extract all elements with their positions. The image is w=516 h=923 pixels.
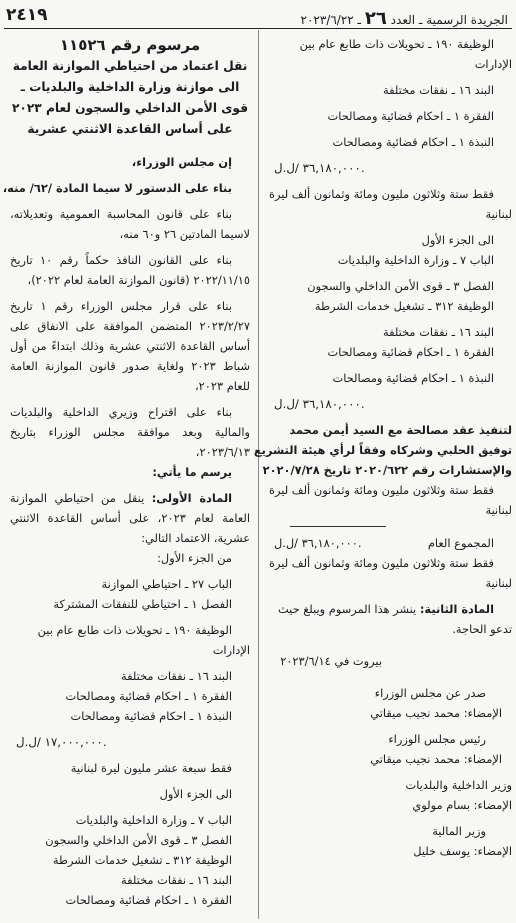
signature: الإمضاء: يوسف خليل xyxy=(413,844,512,858)
left-column xyxy=(2,34,250,910)
article-two xyxy=(268,599,512,619)
grand-total-amount: ٣٦,١٨٠,٠٠٠ /ل.ل. xyxy=(274,536,362,550)
amount-in-words: لبنانية xyxy=(485,576,512,590)
gazette-header xyxy=(4,2,512,29)
signatory-title: وزير الداخلية والبلديات xyxy=(405,778,512,792)
signatory-title: وزير المالية xyxy=(432,824,486,838)
purpose-line: لتنفيذ عقد مصالحة مع السيد أيمن محمد xyxy=(289,423,512,437)
decree-heading: الى موازنة وزارة الداخلية والبلديات ـ xyxy=(20,80,240,94)
grand-total-label: المجموع العام xyxy=(427,536,494,550)
decree-heading: نقل اعتماد من احتياطي الموازنة العامة xyxy=(12,59,248,73)
budget-line: الوظيفة ١٩٠ ـ تحويلات ذات طابع عام بين xyxy=(299,37,494,51)
budget-line: البند ١٦ ـ نفقات مختلفة xyxy=(121,669,232,683)
decree-heading: قوى الأمن الداخلي والسجون لعام ٢٠٢٣ xyxy=(11,101,249,115)
budget-line: الباب ٢٧ ـ احتياطي الموازنة xyxy=(101,577,232,591)
preamble: بناء على اقتراح وزيري الداخلية والبلديات والمالية وبعد موافقة مجلس الوزراء بتاريخ ٢٠٢٣/٦/١٣، xyxy=(10,405,250,459)
amount-in-words: فقط سبعة عشر مليون ليرة لبنانية xyxy=(70,761,232,775)
budget-line: الفقرة ١ ـ احكام قضائية ومصالحات xyxy=(65,893,232,907)
amount-in-words: لبنانية xyxy=(485,207,512,221)
budget-line: البند ١٦ ـ نفقات مختلفة xyxy=(121,873,232,887)
budget-line: الفقرة ١ ـ احكام قضائية ومصالحات xyxy=(327,345,494,359)
decree-heading: على أساس القاعدة الاثنتي عشرية xyxy=(27,122,233,136)
purpose-line: توفيق الحلبي وشركاه وفقاً لرأي هيئة التشريع xyxy=(253,443,512,457)
budget-line: النبذة ١ ـ احكام قضائية ومصالحات xyxy=(332,371,494,385)
budget-line: من الجزء الأول: xyxy=(157,551,232,565)
amount-in-words: فقط ستة وثلاثون مليون ومائة وثمانون ألف ليرة xyxy=(269,483,494,497)
article-one-label: المادة الأولى: xyxy=(151,491,232,505)
signatory-title: رئيس مجلس الوزراء xyxy=(388,732,486,746)
purpose-line: والإستشارات رقم ٢٠٢٠/٦٢٢ تاريخ ٢٠٢٠/٧/٢٨ xyxy=(262,463,512,477)
page-number: ٢٤١٩ xyxy=(6,5,48,25)
budget-line: الفقرة ١ ـ احكام قضائية ومصالحات xyxy=(327,109,494,123)
signature: الإمضاء: بسام مولوي xyxy=(412,798,512,812)
council-line: إن مجلس الوزراء، xyxy=(131,155,232,169)
budget-line: الوظيفة ٣١٢ ـ تشغيل خدمات الشرطة xyxy=(52,853,232,867)
article-one xyxy=(10,488,250,548)
preamble: بناء على قانون المحاسبة العمومية وتعديلاته، لاسيما المادتين ٢٦ و٦٠ منه، xyxy=(10,207,250,241)
budget-line: الباب ٧ ـ وزارة الداخلية والبلديات xyxy=(75,813,232,827)
amount: ٣٦,١٨٠,٠٠٠ /ل.ل. xyxy=(274,161,365,175)
budget-line: البند ١٦ ـ نفقات مختلفة xyxy=(383,83,494,97)
preamble: بناء على قرار مجلس الوزراء رقم ١ تاريخ ٢٠٢٣/٢/٢٧ المتضمن الموافقة على الانفاق على أساس القاعدة الاثنتي عشرية وذلك ابتداءً من أول شباط ٢٠٢٣ ولغاية صدور قانون الموازنة العامة للعام ٢٠٢٣، xyxy=(10,299,250,393)
issuer: صدر عن مجلس الوزراء xyxy=(374,686,486,700)
article-two-label: المادة الثانية: xyxy=(419,602,494,616)
gazette-name: الجريدة الرسمية ـ العدد xyxy=(390,13,508,27)
issue-number: ٢٦ xyxy=(364,8,387,29)
article-two-text: تدعو الحاجة. xyxy=(452,622,512,636)
budget-line: الفصل ٣ ـ قوى الأمن الداخلي والسجون xyxy=(45,833,232,847)
issue-place-date: بيروت في ٢٠٢٣/٦/١٤ xyxy=(280,654,382,668)
article-one-text: ينقل من احتياطي الموازنة العامة لعام ٢٠٢٣، على أساس القاعدة الاثنتي عشرية، الاعتماد التالي: xyxy=(10,491,250,545)
budget-line: الفصل ٣ ـ قوى الأمن الداخلي والسجون xyxy=(307,279,494,293)
budget-line: الإدارات xyxy=(474,57,512,71)
budget-line: الوظيفة ٣١٢ ـ تشغيل خدمات الشرطة xyxy=(314,299,494,313)
column-divider xyxy=(258,30,259,919)
budget-line: الإدارات xyxy=(212,643,250,657)
preamble: بناء على الدستور لا سيما المادة /٦٢/ منه، xyxy=(2,181,232,195)
signature: الإمضاء: محمد نجيب ميقاتي xyxy=(370,752,502,766)
signature: الإمضاء: محمد نجيب ميقاتي xyxy=(370,706,502,720)
budget-line: الفقرة ١ ـ احكام قضائية ومصالحات xyxy=(65,689,232,703)
budget-line: الباب ٧ ـ وزارة الداخلية والبلديات xyxy=(337,253,494,267)
budget-line: الفصل ١ ـ احتياطي للنفقات المشتركة xyxy=(53,597,232,611)
amount-in-words: فقط ستة وثلاثون مليون ومائة وثمانون ألف ليرة xyxy=(269,187,494,201)
total-rule xyxy=(290,526,386,527)
decree-title: مرسوم رقم ١١٥٢٦ xyxy=(59,36,201,54)
issue-date: ٢٠٢٣/٦/٢٢ xyxy=(300,13,354,27)
gazette-title: الجريدة الرسمية ـ العدد ٢٦ ـ ٢٠٢٣/٦/٢٢ xyxy=(300,8,508,29)
article-two-text: ينشر هذا المرسوم ويبلغ حيث xyxy=(277,602,417,616)
budget-line: البند ١٦ ـ نفقات مختلفة xyxy=(383,325,494,339)
right-column xyxy=(253,34,512,861)
amount: ١٧,٠٠٠,٠٠٠ /ل.ل. xyxy=(16,735,107,749)
budget-line: الوظيفة ١٩٠ ـ تحويلات ذات طابع عام بين xyxy=(37,623,232,637)
preamble: بناء على القانون النافذ حكماً رقم ١٠ تاريخ ٢٠٢٢/١١/١٥ (قانون الموازنة العامة لعام ٢٠٢٢)، xyxy=(10,253,250,287)
amount: ٣٦,١٨٠,٠٠٠ /ل.ل. xyxy=(274,397,365,411)
budget-line: النبذة ١ ـ احكام قضائية ومصالحات xyxy=(70,709,232,723)
budget-line: النبذة ١ ـ احكام قضائية ومصالحات xyxy=(332,135,494,149)
budget-line: الى الجزء الأول xyxy=(159,787,232,801)
decree-formula: يرسم ما يأتي: xyxy=(152,465,232,479)
budget-line: الى الجزء الأول xyxy=(421,233,494,247)
amount-in-words: فقط ستة وثلاثون مليون ومائة وثمانون ألف ليرة xyxy=(269,556,494,570)
amount-in-words: لبنانية xyxy=(485,503,512,517)
